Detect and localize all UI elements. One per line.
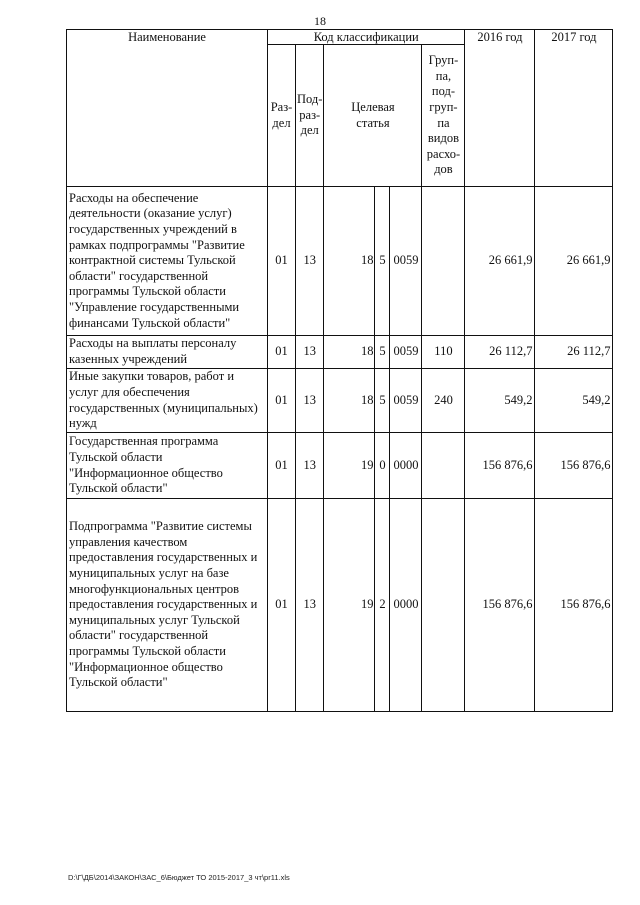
row-2017: 156 876,6: [535, 499, 613, 712]
table-row: [67, 369, 613, 433]
row-2016: 156 876,6: [465, 433, 535, 499]
row-target-part2: 0: [375, 433, 390, 499]
row-group: 110: [422, 336, 465, 369]
header-razdel: Раз- дел: [268, 45, 296, 187]
row-group: [422, 499, 465, 712]
row-razdel: 01: [268, 336, 296, 369]
row-razdel: 01: [268, 433, 296, 499]
header-row-top: [67, 30, 613, 45]
table-row: [67, 499, 613, 712]
header-podrazdel: Под- раз- дел: [296, 45, 324, 187]
row-podrazdel: 13: [296, 433, 324, 499]
row-2017: 26 661,9: [535, 187, 613, 336]
row-group: 240: [422, 369, 465, 433]
row-name: Расходы на обеспечение деятельности (оказание услуг) государственных учреждений в рамках подпрограммы "Развитие контрактной системы Тульской области" государственной программы Тульской области "Управление государственными финансами Тульской области": [67, 187, 268, 336]
row-target-part1: 18: [324, 336, 375, 369]
header-expense-group: Груп- па, под- груп- па видов расхо- дов: [422, 45, 465, 187]
row-target-part3: 0000: [390, 499, 422, 712]
table-row: [67, 433, 613, 499]
row-name: Подпрограмма "Развитие системы управления качеством предоставления государственных и муниципальных услуг на базе многофункциональных центров предоставления государственных и муниципальных услуг Тульской области" государственной программы Тульской области "Информационное общество Тульской области": [67, 499, 268, 712]
row-target-part3: 0059: [390, 369, 422, 433]
row-target-part2: 5: [375, 369, 390, 433]
header-year-2017: 2017 год: [535, 30, 613, 187]
header-target-article: Целевая статья: [324, 45, 422, 187]
row-target-part3: 0000: [390, 433, 422, 499]
row-2016: 26 112,7: [465, 336, 535, 369]
row-2017: 26 112,7: [535, 336, 613, 369]
header-year-2016: 2016 год: [465, 30, 535, 187]
row-target-part2: 5: [375, 187, 390, 336]
row-razdel: 01: [268, 499, 296, 712]
budget-table: [66, 29, 613, 712]
row-name: Иные закупки товаров, работ и услуг для обеспечения государственных (муниципальных) нужд: [67, 369, 268, 433]
footer-file-path: D:\Г\ДБ\2014\ЗАКОН\ЗАС_6\Бюджет ТО 2015-2017_3 чт\pr11.xls: [68, 873, 290, 882]
row-target-part1: 19: [324, 499, 375, 712]
row-group: [422, 187, 465, 336]
row-2017: 156 876,6: [535, 433, 613, 499]
row-podrazdel: 13: [296, 369, 324, 433]
header-code-group: Код классификации: [268, 30, 465, 45]
row-target-part1: 18: [324, 187, 375, 336]
row-target-part2: 5: [375, 336, 390, 369]
row-name: Расходы на выплаты персоналу казенных учреждений: [67, 336, 268, 369]
page-number: 18: [314, 14, 326, 28]
row-target-part1: 19: [324, 433, 375, 499]
row-target-part1: 18: [324, 369, 375, 433]
row-2016: 549,2: [465, 369, 535, 433]
row-podrazdel: 13: [296, 336, 324, 369]
row-razdel: 01: [268, 187, 296, 336]
row-podrazdel: 13: [296, 499, 324, 712]
row-target-part2: 2: [375, 499, 390, 712]
table-row: [67, 336, 613, 369]
row-name: Государственная программа Тульской области "Информационное общество Тульской области": [67, 433, 268, 499]
row-target-part3: 0059: [390, 187, 422, 336]
row-razdel: 01: [268, 369, 296, 433]
row-podrazdel: 13: [296, 187, 324, 336]
row-group: [422, 433, 465, 499]
row-target-part3: 0059: [390, 336, 422, 369]
row-2017: 549,2: [535, 369, 613, 433]
row-2016: 156 876,6: [465, 499, 535, 712]
row-2016: 26 661,9: [465, 187, 535, 336]
table-row: [67, 187, 613, 336]
header-name: Наименование: [67, 30, 268, 187]
